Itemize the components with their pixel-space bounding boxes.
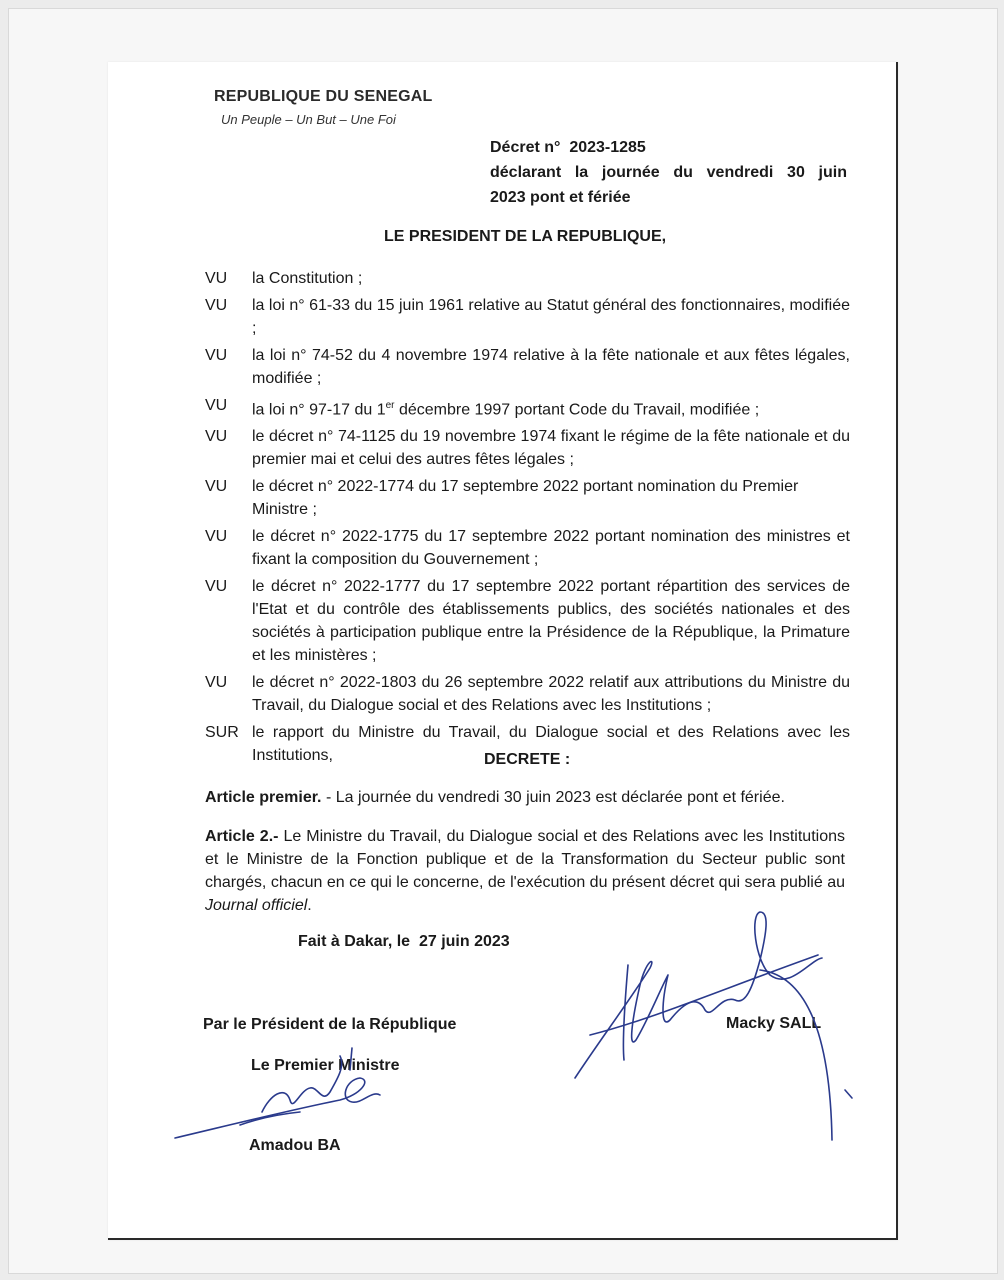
visa-key: VU <box>205 347 228 364</box>
decree-heading <box>490 135 860 210</box>
decree-number-label: Décret n° <box>490 139 561 156</box>
visa-key: VU <box>205 478 228 496</box>
visa-key: VU <box>205 397 228 414</box>
visa-text: le décret n° 2022-1777 du 17 septembre 2022 portant répartition des services de l'Etat et du contrôle des établissements publics, des sociétés nationales et des sociétés à participation publique entre la Présidence de la République, la Primature et les ministères ; <box>252 578 850 665</box>
visa-key: VU <box>205 528 228 546</box>
visa-key: VU <box>205 297 228 314</box>
visa-key: VU <box>205 428 228 446</box>
article-label: Article 2.- <box>205 828 279 845</box>
visa-item <box>205 394 850 421</box>
visas-list <box>205 267 850 771</box>
national-motto: Un Peuple – Un But – Une Foi <box>221 112 396 127</box>
visa-text: la loi n° 61-33 du 15 juin 1961 relative au Statut général des fonctionnaires, modifiée ; <box>252 297 850 337</box>
prime-minister-title: Le Premier Ministre <box>251 1057 400 1074</box>
article-label: Article premier. <box>205 789 322 806</box>
journal-officiel: Journal officiel <box>205 897 308 914</box>
country-name: REPUBLIQUE DU SENEGAL <box>214 88 433 105</box>
article-text: - La journée du vendredi 30 juin 2023 est déclarée pont et fériée. <box>321 789 785 806</box>
visa-text: le rapport du Ministre du Travail, du Dialogue social et des Relations avec les Institutions, <box>252 724 850 765</box>
visa-text <box>252 394 850 421</box>
visa-text-part: la loi n° 97-17 du 1 <box>252 401 386 419</box>
place-date <box>298 933 510 951</box>
visa-text: le décret n° 74-1125 du 19 novembre 1974 fixant le régime de la fête nationale et du premier mai et celui des autres fêtes légales ; <box>252 428 850 469</box>
visa-key: VU <box>205 578 228 596</box>
visa-text: la loi n° 74-52 du 4 novembre 1974 relative à la fête nationale et aux fêtes légales, modifiée ; <box>252 347 850 387</box>
visa-text: le décret n° 2022-1775 du 17 septembre 2022 portant nomination des ministres et fixant la composition du Gouvernement ; <box>252 528 850 569</box>
decree-title-line: 2023 pont et fériée <box>490 189 631 206</box>
visa-key: VU <box>205 674 228 692</box>
visa-item <box>205 294 850 340</box>
signing-date: 27 juin 2023 <box>418 933 510 950</box>
article-end: . <box>307 897 312 914</box>
article-text: Le Ministre du Travail, du Dialogue social et des Relations avec les Institutions et le Ministre de la Fonction publique et de la Transformation du Secteur public sont chargés, chacun en ce qui le concerne, de l'exécution du présent décret qui sera publié au <box>205 828 845 891</box>
visa-item <box>205 575 850 667</box>
visa-text: le décret n° 2022-1803 du 26 septembre 2022 relatif aux attributions du Ministre du Travail, du Dialogue social et des Relations avec les Institutions ; <box>252 674 850 715</box>
visa-text-part: décembre 1997 portant Code du Travail, modifiée ; <box>394 401 760 419</box>
visa-item <box>205 475 850 521</box>
president-title: LE PRESIDENT DE LA REPUBLIQUE, <box>384 228 667 245</box>
president-name: Macky SALL <box>726 1015 822 1032</box>
decree-number: 2023-1285 <box>569 139 646 156</box>
visa-item <box>205 344 850 390</box>
visa-key: VU <box>205 270 228 287</box>
visa-item <box>205 425 850 471</box>
fait-label: Fait à Dakar, le <box>298 933 411 950</box>
article-premier <box>205 786 845 809</box>
visa-item <box>205 525 850 571</box>
visa-text: la Constitution ; <box>252 270 363 287</box>
visa-item <box>205 267 850 290</box>
par-le-president: Par le Président de la République <box>203 1016 457 1033</box>
superscript: er <box>385 400 395 411</box>
visa-text: le décret n° 2022-1774 du 17 septembre 2022 portant nomination du Premier Ministre ; <box>252 478 799 519</box>
decrete-heading: DECRETE : <box>484 751 571 768</box>
decree-title-line: déclarant la journée du vendredi 30 juin <box>490 164 847 181</box>
visa-key: SUR <box>205 724 239 742</box>
prime-minister-name: Amadou BA <box>249 1137 341 1154</box>
article-2 <box>205 825 845 917</box>
visa-item <box>205 671 850 717</box>
